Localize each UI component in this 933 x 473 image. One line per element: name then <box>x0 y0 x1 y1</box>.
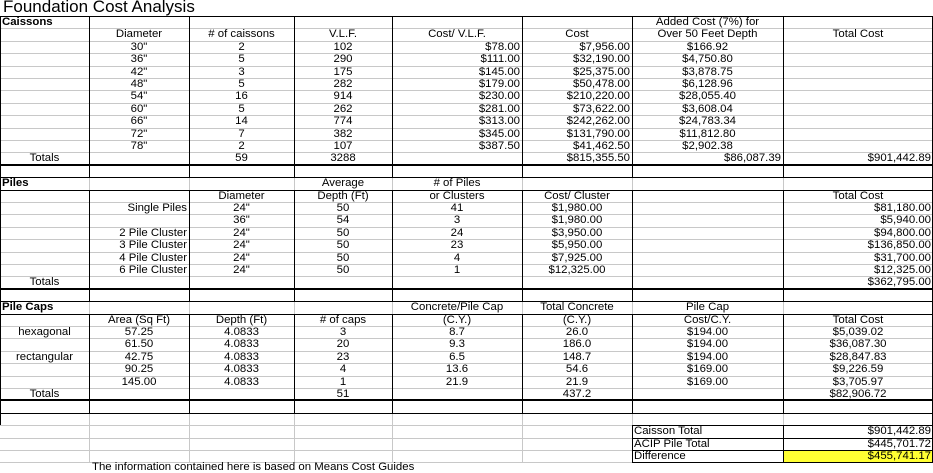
total-cell[interactable]: 59 <box>235 152 248 165</box>
table-cell[interactable]: $73,622.00 <box>572 102 630 115</box>
table-cell[interactable]: $1,980.00 <box>551 214 603 227</box>
section-label-piles[interactable]: Piles <box>2 177 29 190</box>
table-cell[interactable]: $3,878.75 <box>682 65 733 78</box>
table-cell[interactable]: $81,180.00 <box>873 202 931 214</box>
table-cell[interactable]: $345.00 <box>478 127 520 140</box>
table-cell[interactable]: $194.00 <box>686 338 729 351</box>
column-header[interactable]: Concrete/Pile Cap <box>410 301 504 314</box>
table-cell[interactable]: 48" <box>130 78 148 90</box>
table-cell[interactable]: $313.00 <box>478 115 520 128</box>
table-cell[interactable]: 24 <box>450 226 464 239</box>
table-cell[interactable]: 24" <box>233 202 250 214</box>
table-cell[interactable]: 24" <box>233 264 250 276</box>
section-border <box>0 413 933 414</box>
table-cell[interactable]: $36,087.30 <box>829 338 887 351</box>
table-cell[interactable]: $2,902.38 <box>682 140 733 152</box>
table-cell[interactable]: $11,812.80 <box>679 127 736 140</box>
table-cell[interactable]: 382 <box>333 127 353 140</box>
total-cell[interactable]: $82,906.72 <box>829 388 887 400</box>
totals-label[interactable]: Totals <box>29 388 60 400</box>
summary-value[interactable]: $445,701.72 <box>867 437 931 450</box>
column-header[interactable]: # of Piles <box>433 177 481 190</box>
section-label-pile-caps[interactable]: Pile Caps <box>2 301 54 314</box>
table-cell[interactable]: 20 <box>336 338 350 351</box>
table-cell[interactable]: $179.00 <box>478 78 520 90</box>
row-label[interactable]: 6 Pile Cluster <box>119 264 187 276</box>
table-cell[interactable]: 4 <box>339 363 347 376</box>
table-cell[interactable]: $6,128.96 <box>682 78 733 90</box>
table-cell[interactable]: 9.3 <box>449 338 465 351</box>
table-cell[interactable]: 290 <box>333 53 353 66</box>
table-cell[interactable]: $145.00 <box>478 65 520 78</box>
column-header[interactable]: Cost/C.Y. <box>683 313 732 326</box>
column-border <box>632 190 633 302</box>
table-cell[interactable]: 24" <box>233 226 250 239</box>
column-header[interactable]: Total Cost <box>832 28 884 41</box>
column-header[interactable]: Cost/ Cluster <box>544 189 610 202</box>
table-cell[interactable]: 774 <box>333 115 353 128</box>
table-cell[interactable]: $94,800.00 <box>873 226 931 239</box>
column-header[interactable]: (C.Y.) <box>442 313 472 326</box>
row-label[interactable]: 4 Pile Cluster <box>119 251 187 264</box>
table-cell[interactable]: 175 <box>333 65 353 78</box>
table-cell[interactable]: 3 <box>453 214 461 227</box>
column-header[interactable]: Average <box>321 177 365 190</box>
table-cell[interactable]: $3,608.04 <box>682 102 733 115</box>
table-cell[interactable]: 186.0 <box>562 338 592 351</box>
column-header[interactable]: Cost/ V.L.F. <box>428 28 486 41</box>
table-cell[interactable]: $242,262.00 <box>566 115 630 128</box>
table-cell[interactable]: 54 <box>336 214 350 227</box>
column-header[interactable]: Area (Sq Ft) <box>107 313 171 326</box>
total-cell[interactable]: $86,087.39 <box>723 152 781 165</box>
column-header[interactable]: or Clusters <box>429 189 485 202</box>
table-cell[interactable]: 21.9 <box>445 375 469 388</box>
table-cell[interactable]: 41 <box>450 202 464 214</box>
table-cell[interactable]: 145.00 <box>121 375 157 388</box>
table-cell[interactable]: 282 <box>333 78 353 90</box>
table-cell[interactable]: 66" <box>130 115 148 128</box>
table-cell[interactable]: $194.00 <box>686 326 729 338</box>
column-header[interactable]: Added Cost (7%) for <box>655 16 760 28</box>
table-cell[interactable]: 60" <box>130 102 148 115</box>
table-cell[interactable]: 5 <box>238 102 245 115</box>
row-label[interactable]: 2 Pile Cluster <box>119 226 187 239</box>
table-cell[interactable]: $50,478.00 <box>572 78 630 90</box>
column-header[interactable]: Depth (Ft) <box>215 313 268 326</box>
column-header[interactable]: # of caps <box>319 313 367 326</box>
totals-label[interactable]: Totals <box>29 152 60 165</box>
summary-label[interactable]: ACIP Pile Total <box>634 437 710 450</box>
table-cell[interactable]: $1,980.00 <box>551 202 603 214</box>
table-cell[interactable]: $3,705.97 <box>832 375 884 388</box>
summary-label[interactable]: Caisson Total <box>634 425 703 438</box>
table-cell[interactable]: $5,940.00 <box>880 214 931 227</box>
table-cell[interactable]: 21.9 <box>565 375 589 388</box>
summary-label[interactable]: Difference <box>634 450 686 462</box>
table-cell[interactable]: 4.0833 <box>224 326 259 338</box>
table-cell[interactable]: 8.7 <box>449 326 465 338</box>
column-header[interactable]: Depth (Ft) <box>317 189 369 202</box>
table-cell[interactable]: 4.0833 <box>224 350 259 363</box>
column-header[interactable]: Diameter <box>115 28 163 41</box>
table-cell[interactable]: 6.5 <box>449 350 465 363</box>
table-cell[interactable]: 107 <box>333 140 353 152</box>
column-header[interactable]: # of caissons <box>208 28 275 41</box>
table-cell[interactable]: 23 <box>336 350 350 363</box>
total-cell[interactable]: $901,442.89 <box>867 152 931 165</box>
table-cell[interactable]: 90.25 <box>124 363 154 376</box>
footnote[interactable]: The information contained here is based on Means Cost Guides <box>92 461 415 473</box>
summary-value[interactable]: $455,741.17 <box>867 450 931 462</box>
table-cell[interactable]: 262 <box>333 102 353 115</box>
table-cell[interactable]: 26.0 <box>565 326 589 338</box>
column-header[interactable]: Cost <box>565 28 589 41</box>
table-cell[interactable]: $230.00 <box>478 90 520 103</box>
table-cell[interactable]: $5,039.02 <box>832 326 884 338</box>
table-cell[interactable]: 36" <box>130 53 148 66</box>
table-cell[interactable]: 50 <box>336 264 350 276</box>
table-cell[interactable]: $4,750.80 <box>682 53 733 66</box>
column-header[interactable]: Pile Cap <box>685 301 730 314</box>
table-cell[interactable]: $169.00 <box>686 375 729 388</box>
table-cell[interactable]: $24,783.34 <box>678 115 736 128</box>
table-cell[interactable]: 50 <box>336 239 350 252</box>
table-cell[interactable]: 2 <box>238 140 245 152</box>
table-cell[interactable]: $131,790.00 <box>566 127 630 140</box>
table-cell[interactable]: $210,220.00 <box>566 90 630 103</box>
table-cell[interactable]: 3 <box>238 65 245 78</box>
table-cell[interactable]: 50 <box>336 251 350 264</box>
table-cell[interactable]: $136,850.00 <box>867 239 931 252</box>
column-header[interactable]: Over 50 Feet Depth <box>657 28 758 41</box>
row-label[interactable]: hexagonal <box>18 326 71 338</box>
table-cell[interactable]: $78.00 <box>485 40 520 53</box>
column-header[interactable]: Total Concrete <box>540 301 614 314</box>
table-cell[interactable]: $281.00 <box>478 102 520 115</box>
table-cell[interactable]: $5,950.00 <box>551 239 603 252</box>
row-label[interactable]: Single Piles <box>127 202 187 214</box>
table-cell[interactable]: 42.75 <box>124 350 154 363</box>
table-cell[interactable]: 148.7 <box>562 350 592 363</box>
table-cell[interactable]: $387.50 <box>478 140 520 152</box>
total-cell[interactable]: $362,795.00 <box>867 276 931 289</box>
table-cell[interactable]: 30" <box>130 40 148 53</box>
column-header[interactable]: Diameter <box>218 189 265 202</box>
table-cell[interactable]: $7,956.00 <box>579 40 630 53</box>
row-label[interactable]: 3 Pile Cluster <box>119 239 187 252</box>
table-cell[interactable]: $32,190.00 <box>572 53 630 66</box>
table-cell[interactable]: $166.92 <box>686 40 729 53</box>
table-cell[interactable]: 13.6 <box>445 363 469 376</box>
table-cell[interactable]: 4.0833 <box>224 363 259 376</box>
table-cell[interactable]: 72" <box>130 127 148 140</box>
table-cell[interactable]: $3,950.00 <box>551 226 603 239</box>
table-cell[interactable]: $194.00 <box>686 350 729 363</box>
table-cell[interactable]: $9,226.59 <box>832 363 884 376</box>
total-cell[interactable]: 3288 <box>330 152 356 165</box>
table-cell[interactable]: 54.6 <box>565 363 589 376</box>
table-cell[interactable]: 61.50 <box>124 338 154 351</box>
column-header[interactable]: (C.Y.) <box>562 313 592 326</box>
table-cell[interactable]: $111.00 <box>480 53 520 66</box>
column-header[interactable]: V.L.F. <box>328 28 358 41</box>
table-cell[interactable]: 7 <box>238 127 245 140</box>
table-cell[interactable]: $28,055.40 <box>678 90 736 103</box>
summary-value[interactable]: $901,442.89 <box>867 425 931 438</box>
table-cell[interactable]: 50 <box>336 202 350 214</box>
table-cell[interactable]: $28,847.83 <box>829 350 887 363</box>
row-label[interactable]: rectangular <box>16 350 73 363</box>
column-header[interactable]: Total Cost <box>832 189 884 202</box>
table-cell[interactable]: 23 <box>450 239 464 252</box>
table-cell[interactable]: 54" <box>130 90 148 103</box>
totals-label[interactable]: Totals <box>29 276 60 289</box>
table-cell[interactable]: 78" <box>130 140 148 152</box>
table-cell[interactable]: $12,325.00 <box>548 264 606 276</box>
table-cell[interactable]: 5 <box>238 53 245 66</box>
sheet-title[interactable]: Foundation Cost Analysis <box>3 0 195 16</box>
table-cell[interactable]: 1 <box>453 264 461 276</box>
total-cell[interactable]: $815,355.50 <box>566 152 630 165</box>
table-cell[interactable]: $169.00 <box>686 363 729 376</box>
table-cell[interactable]: 4.0833 <box>224 338 259 351</box>
table-cell[interactable]: 3 <box>339 326 347 338</box>
table-cell[interactable]: 914 <box>333 90 353 103</box>
table-cell[interactable]: $7,925.00 <box>551 251 603 264</box>
table-cell[interactable]: 14 <box>235 115 248 128</box>
table-cell[interactable]: 42" <box>130 65 148 78</box>
table-cell[interactable]: $12,325.00 <box>873 264 931 276</box>
table-cell[interactable]: $25,375.00 <box>572 65 630 78</box>
column-header[interactable]: Total Cost <box>832 313 884 326</box>
table-cell[interactable]: 102 <box>333 40 353 53</box>
table-cell[interactable]: 2 <box>238 40 245 53</box>
table-cell[interactable]: 5 <box>238 78 245 90</box>
outer-border <box>0 16 1 425</box>
table-cell[interactable]: $41,462.50 <box>572 140 630 152</box>
table-cell[interactable]: 4 <box>453 251 461 264</box>
table-cell[interactable]: 36" <box>233 214 250 227</box>
table-cell[interactable]: 24" <box>233 251 250 264</box>
section-border <box>0 16 933 17</box>
table-cell[interactable]: 1 <box>339 375 347 388</box>
table-cell[interactable]: $31,700.00 <box>873 251 931 264</box>
section-label-caissons[interactable]: Caissons <box>2 16 53 28</box>
table-cell[interactable]: 16 <box>235 90 248 103</box>
table-cell[interactable]: 24" <box>233 239 250 252</box>
table-cell[interactable]: 57.25 <box>124 326 154 338</box>
table-cell[interactable]: 4.0833 <box>224 375 259 388</box>
total-cell[interactable]: 437.2 <box>562 388 592 400</box>
table-cell[interactable]: 50 <box>336 226 350 239</box>
total-cell[interactable]: 51 <box>336 388 350 400</box>
